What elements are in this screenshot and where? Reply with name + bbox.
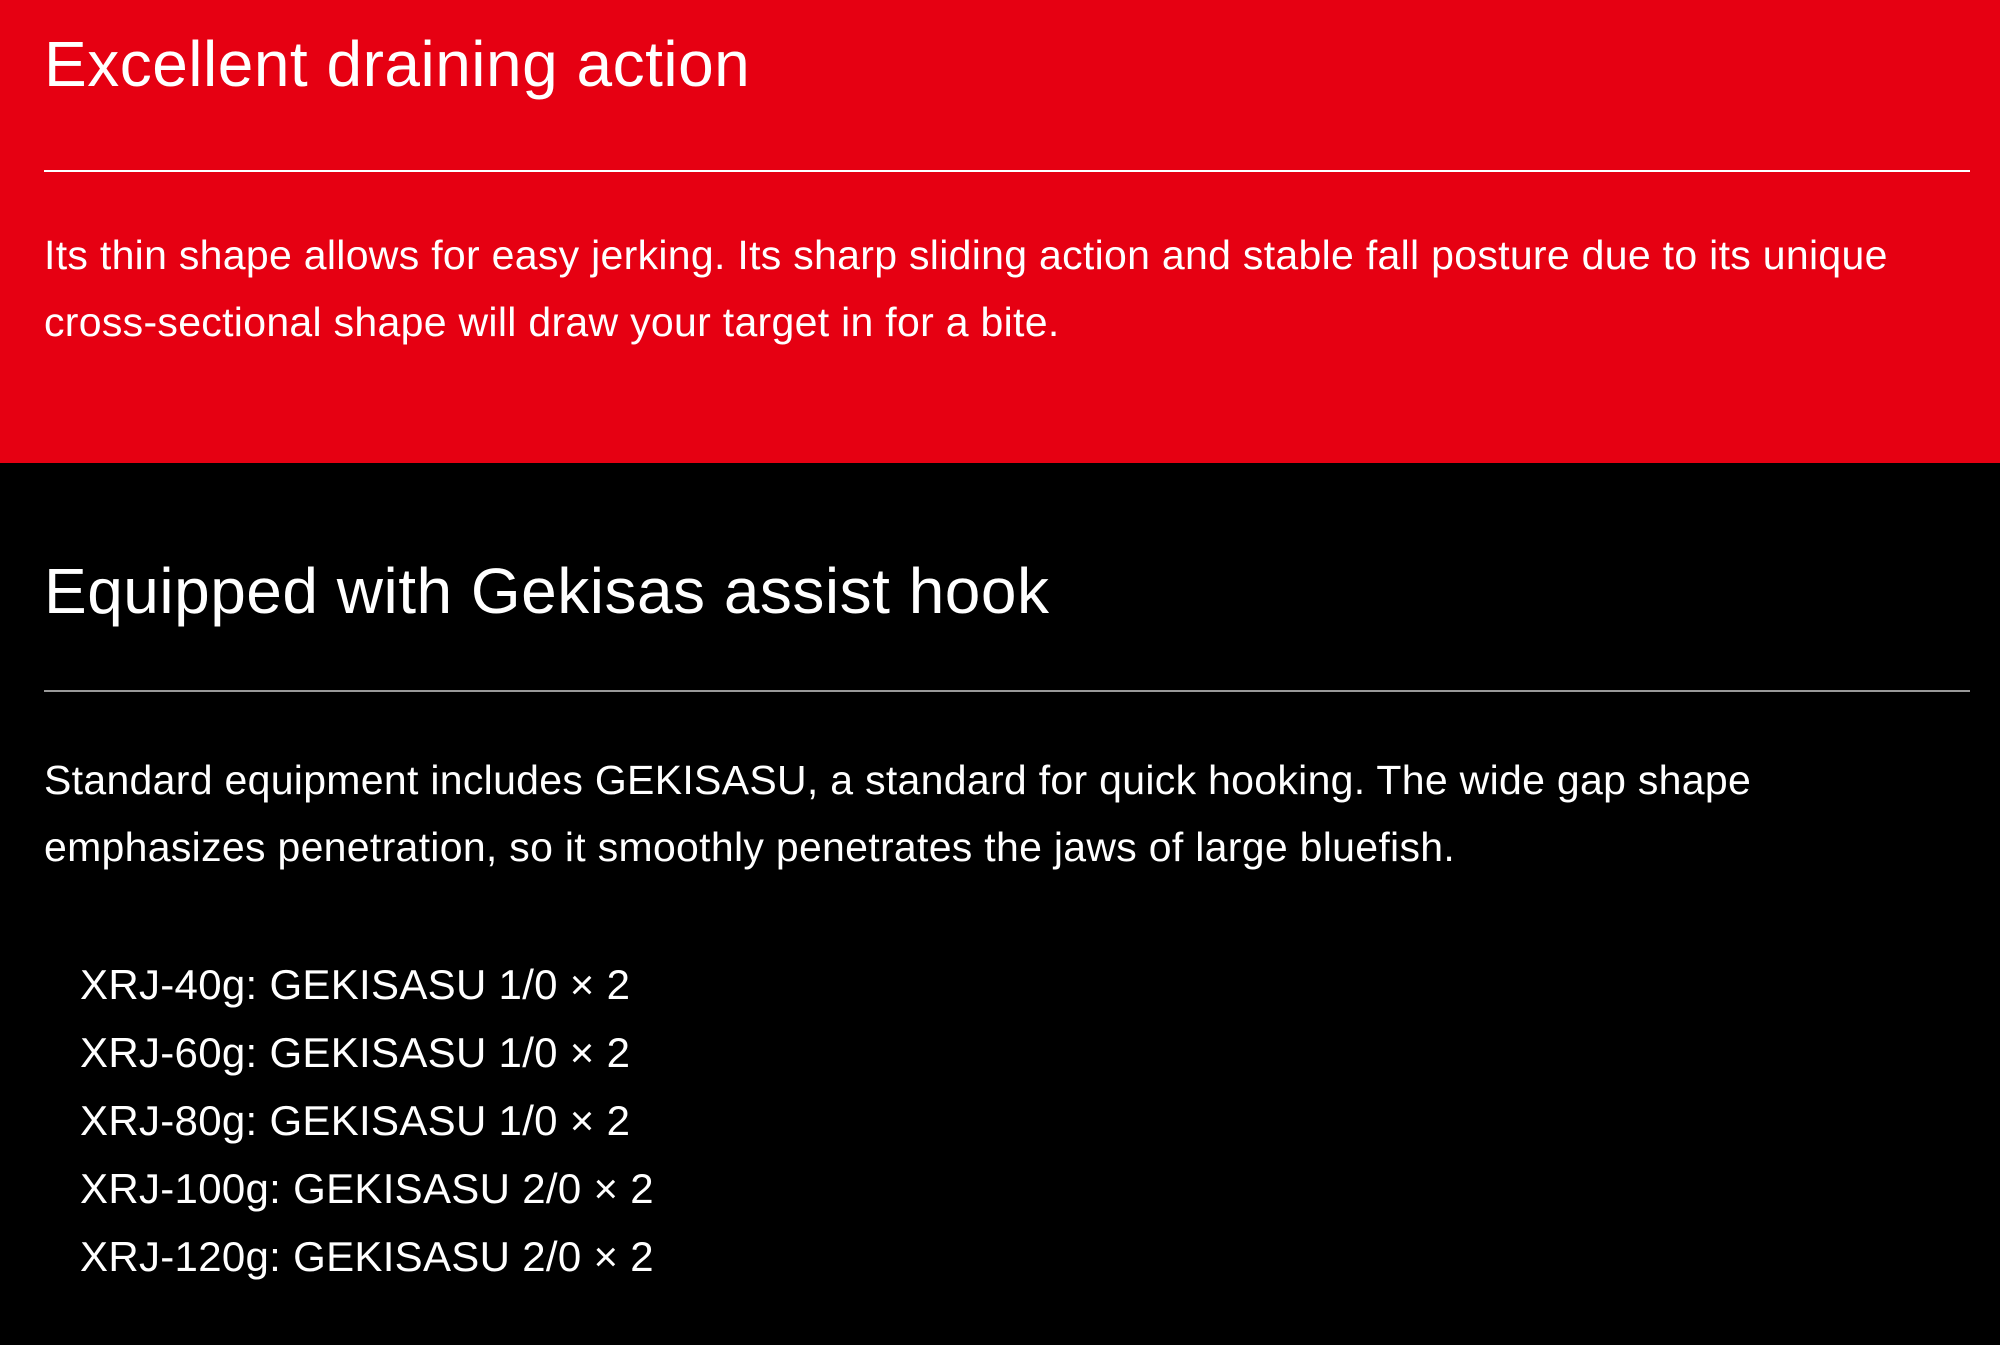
draining-action-section <box>0 0 2000 463</box>
assist-hook-divider <box>44 690 1970 692</box>
draining-action-heading: Excellent draining action <box>44 28 751 100</box>
hook-spec-item-60g: XRJ-60g: GEKISASU 1/0 × 2 <box>80 1028 631 1076</box>
draining-action-divider <box>44 170 1970 172</box>
hook-spec-list <box>44 951 1970 1291</box>
hook-spec-item-120g: XRJ-120g: GEKISASU 2/0 × 2 <box>80 1232 654 1280</box>
hook-spec-item-100g: XRJ-100g: GEKISASU 2/0 × 2 <box>80 1164 654 1212</box>
assist-hook-heading: Equipped with Gekisas assist hook <box>44 555 1050 627</box>
hook-spec-item-40g: XRJ-40g: GEKISASU 1/0 × 2 <box>80 960 631 1008</box>
assist-hook-section <box>0 463 2000 1345</box>
hook-spec-item-80g: XRJ-80g: GEKISASU 1/0 × 2 <box>80 1096 631 1144</box>
draining-action-body-text: Its thin shape allows for easy jerking. Its sharp sliding action and stable fall posture due to its unique cross-sectional shape will draw your target in for a bite. <box>44 231 1888 345</box>
assist-hook-body-text: Standard equipment includes GEKISASU, a standard for quick hooking. The wide gap shape emphasizes penetration, so it smoothly penetrates the jaws of large bluefish. <box>44 756 1752 870</box>
